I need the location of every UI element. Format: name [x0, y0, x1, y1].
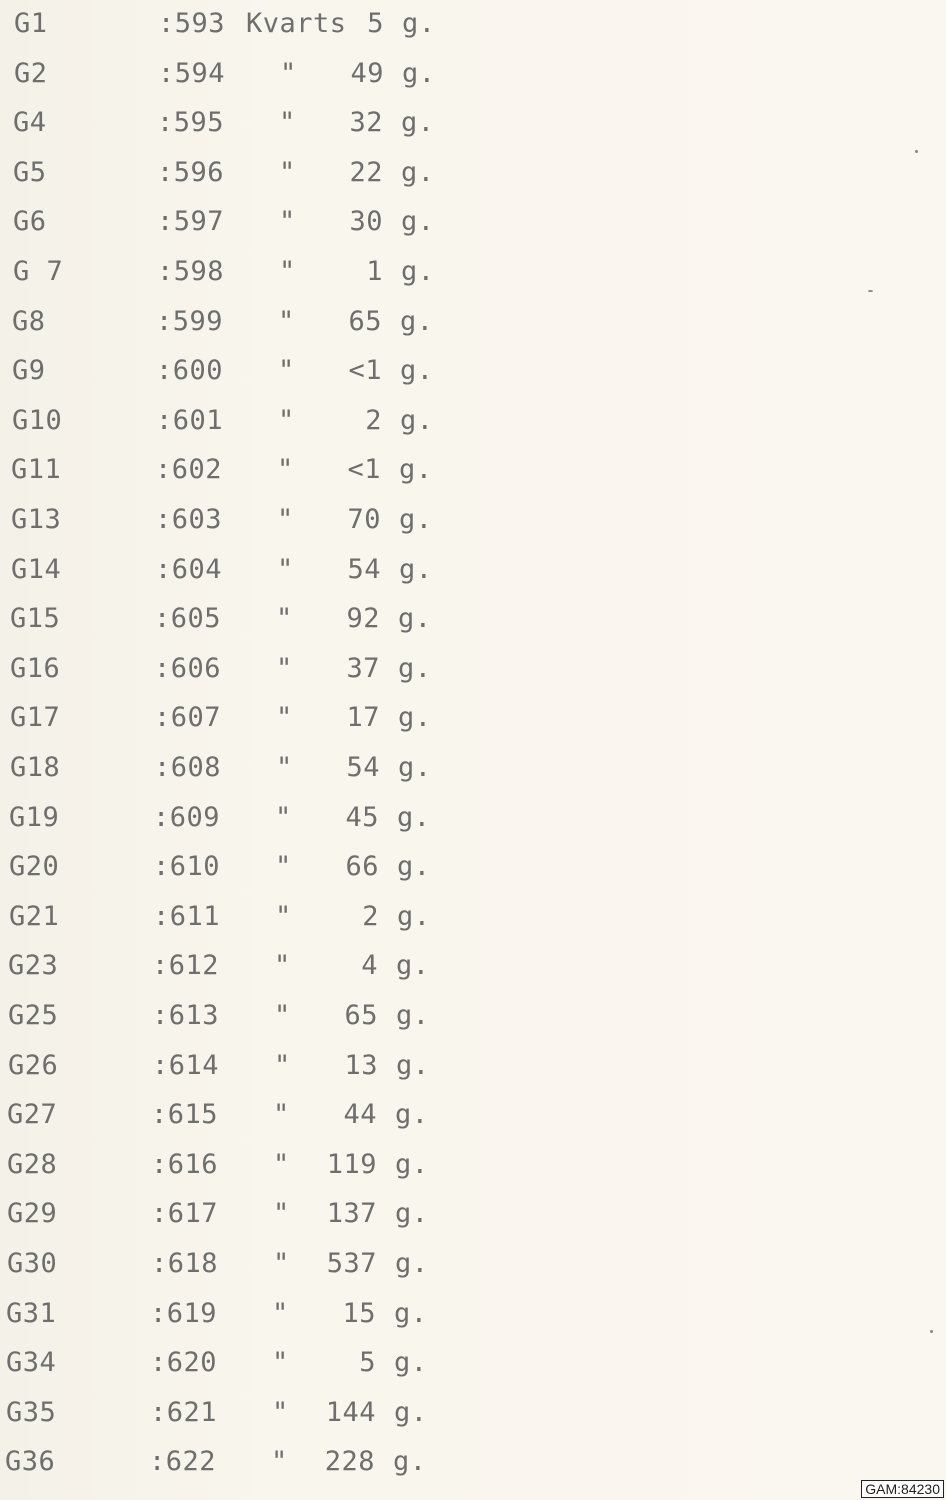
- catalog-number: :615: [151, 1099, 219, 1131]
- list-item: [0, 1145, 453, 1185]
- material-name: ": [271, 1446, 288, 1478]
- list-item: [0, 649, 456, 689]
- material-name: ": [275, 851, 292, 883]
- specimen-code: G31: [6, 1297, 57, 1329]
- weight-unit: g.: [400, 404, 434, 436]
- weight-amount: 144: [325, 1396, 376, 1428]
- weight-unit: g.: [393, 1446, 427, 1478]
- specimen-code: G 7: [13, 256, 64, 287]
- list-item: [0, 897, 455, 937]
- material-name: ": [276, 652, 293, 684]
- catalog-number: :608: [154, 752, 222, 783]
- weight-unit: g.: [402, 8, 436, 39]
- list-item: [0, 748, 456, 788]
- catalog-number: :619: [150, 1297, 218, 1329]
- material-name: ": [278, 404, 295, 436]
- weight-amount: 45: [345, 801, 379, 833]
- material-name: ": [275, 801, 292, 833]
- material-name: ": [274, 950, 291, 982]
- material-name: ": [272, 1396, 289, 1428]
- specimen-code: G25: [8, 1000, 59, 1031]
- weight-amount: 1: [366, 256, 383, 287]
- material-name: ": [276, 603, 293, 635]
- list-item: [0, 698, 456, 738]
- specimen-code: G17: [10, 702, 61, 734]
- paper-speck: [930, 1330, 933, 1333]
- weight-amount: 22: [349, 156, 383, 188]
- weight-amount: 49: [350, 57, 384, 89]
- weight-unit: g.: [399, 504, 433, 535]
- weight-unit: g.: [398, 652, 432, 684]
- weight-amount: 54: [346, 752, 380, 783]
- catalog-number: :614: [152, 1049, 220, 1081]
- list-item: [0, 202, 459, 242]
- material-name: ": [280, 57, 297, 89]
- list-item: [0, 1046, 454, 1086]
- specimen-code: G29: [7, 1198, 58, 1230]
- specimen-code: G8: [12, 305, 46, 337]
- material-name: ": [273, 1248, 290, 1279]
- material-name: ": [274, 1000, 291, 1031]
- material-name: ": [278, 305, 295, 337]
- catalog-number: :617: [151, 1198, 219, 1230]
- weight-amount: 5: [367, 8, 384, 39]
- weight-amount: 119: [326, 1148, 377, 1180]
- material-name: ": [279, 256, 296, 287]
- catalog-number: :618: [151, 1248, 219, 1279]
- catalog-number: :595: [157, 107, 225, 139]
- catalog-number: :610: [153, 851, 221, 883]
- specimen-code: G13: [11, 504, 62, 535]
- weight-amount: 13: [344, 1049, 378, 1081]
- catalog-number: :605: [154, 603, 222, 635]
- catalog-number: :596: [157, 156, 225, 188]
- list-item: [0, 450, 457, 490]
- material-name: ": [275, 900, 292, 932]
- weight-unit: g.: [394, 1347, 428, 1379]
- weight-unit: g.: [395, 1198, 429, 1230]
- material-name: ": [279, 206, 296, 238]
- catalog-number: :622: [149, 1446, 217, 1478]
- specimen-code: G15: [10, 603, 61, 635]
- specimen-code: G5: [13, 156, 47, 188]
- list-item: [0, 1393, 452, 1433]
- weight-amount: <1: [347, 454, 381, 486]
- list-item: [0, 302, 458, 342]
- paper-speck: [868, 290, 873, 292]
- weight-amount: 92: [346, 603, 380, 635]
- weight-unit: g.: [401, 156, 435, 188]
- list-item: [0, 153, 459, 193]
- catalog-number: :599: [156, 305, 224, 337]
- specimen-code: G36: [5, 1446, 56, 1478]
- weight-unit: g.: [401, 107, 435, 139]
- specimen-code: G18: [10, 752, 61, 783]
- weight-amount: 17: [346, 702, 380, 734]
- weight-unit: g.: [402, 57, 436, 89]
- list-item: [0, 550, 457, 590]
- weight-amount: 15: [342, 1297, 376, 1329]
- weight-amount: 54: [347, 553, 381, 585]
- weight-amount: 30: [349, 206, 383, 238]
- weight-amount: 2: [362, 900, 379, 932]
- catalog-number: :620: [150, 1347, 218, 1379]
- material-name: ": [273, 1198, 290, 1230]
- weight-unit: g.: [398, 752, 432, 783]
- weight-unit: g.: [396, 1049, 430, 1081]
- weight-amount: 137: [326, 1198, 377, 1230]
- list-item: [0, 1442, 451, 1482]
- weight-unit: g.: [398, 702, 432, 734]
- list-item: [0, 996, 454, 1036]
- catalog-number: :593: [158, 8, 226, 39]
- specimen-code: G4: [13, 107, 47, 139]
- specimen-code: G34: [6, 1347, 57, 1379]
- specimen-code: G6: [13, 206, 47, 238]
- list-item: [0, 946, 454, 986]
- catalog-number: :612: [152, 950, 220, 982]
- list-item: [0, 500, 457, 540]
- material-name: ": [272, 1347, 289, 1379]
- list-item: [0, 54, 460, 94]
- material-name: ": [277, 454, 294, 486]
- catalog-number: :594: [158, 57, 226, 89]
- material-name: ": [278, 355, 295, 387]
- catalog-number: :606: [154, 652, 222, 684]
- weight-amount: 70: [347, 504, 381, 535]
- catalog-number: :611: [153, 900, 221, 932]
- material-name: ": [274, 1049, 291, 1081]
- material-name: ": [279, 107, 296, 139]
- specimen-code: G28: [7, 1148, 58, 1180]
- catalog-number: :597: [157, 206, 225, 238]
- weight-unit: g.: [398, 603, 432, 635]
- specimen-code: G9: [12, 355, 46, 387]
- list-item: [0, 599, 456, 639]
- specimen-code: G26: [8, 1049, 59, 1081]
- weight-amount: 5: [359, 1347, 376, 1379]
- weight-amount: 228: [324, 1446, 375, 1478]
- weight-unit: g.: [399, 454, 433, 486]
- material-name: ": [272, 1297, 289, 1329]
- catalog-number: :604: [155, 553, 223, 585]
- specimen-code: G14: [11, 553, 62, 585]
- weight-unit: g.: [394, 1396, 428, 1428]
- specimen-code: G20: [9, 851, 60, 883]
- material-name: ": [279, 156, 296, 188]
- list-item: [0, 1294, 452, 1334]
- catalog-number: :598: [157, 256, 225, 287]
- weight-unit: g.: [400, 305, 434, 337]
- list-item: [0, 847, 455, 887]
- weight-unit: g.: [399, 553, 433, 585]
- weight-amount: 32: [349, 107, 383, 139]
- weight-unit: g.: [397, 900, 431, 932]
- specimen-code: G2: [14, 57, 48, 89]
- specimen-code: G30: [7, 1248, 58, 1279]
- specimen-code: G23: [8, 950, 59, 982]
- weight-unit: g.: [401, 256, 435, 287]
- catalog-number: :601: [156, 404, 224, 436]
- weight-amount: 37: [346, 652, 380, 684]
- catalog-number: :616: [151, 1148, 219, 1180]
- material-name: ": [277, 553, 294, 585]
- list-item: [0, 103, 459, 143]
- specimen-code: G10: [12, 404, 63, 436]
- list-item: [0, 4, 460, 44]
- list-item: [0, 1095, 453, 1135]
- catalog-number: :603: [155, 504, 223, 535]
- weight-unit: g.: [397, 801, 431, 833]
- specimen-code: G35: [6, 1396, 57, 1428]
- weight-amount: 2: [365, 404, 382, 436]
- list-item: [0, 798, 455, 838]
- weight-unit: g.: [397, 851, 431, 883]
- catalog-number: :607: [154, 702, 222, 734]
- catalog-number: :600: [156, 355, 224, 387]
- weight-amount: 66: [345, 851, 379, 883]
- material-name: ": [276, 752, 293, 783]
- weight-amount: 44: [343, 1099, 377, 1131]
- list-item: [0, 401, 458, 441]
- list-item: [0, 1194, 453, 1234]
- catalog-number: :621: [150, 1396, 218, 1428]
- weight-unit: g.: [400, 355, 434, 387]
- list-item: [0, 351, 458, 391]
- weight-amount: 4: [361, 950, 378, 982]
- list-item: [0, 1244, 453, 1284]
- specimen-code: G16: [10, 652, 61, 684]
- specimen-code: G1: [14, 8, 48, 39]
- weight-amount: 65: [348, 305, 382, 337]
- material-name: ": [273, 1099, 290, 1131]
- catalog-number: :602: [155, 454, 223, 486]
- list-item: [0, 252, 459, 292]
- weight-unit: g.: [395, 1248, 429, 1279]
- catalog-number: :613: [152, 1000, 220, 1031]
- catalog-number: :609: [153, 801, 221, 833]
- specimen-code: G11: [11, 454, 62, 486]
- weight-unit: g.: [401, 206, 435, 238]
- specimen-code: G21: [9, 900, 60, 932]
- weight-unit: g.: [396, 1000, 430, 1031]
- weight-amount: 537: [326, 1248, 377, 1279]
- weight-unit: g.: [394, 1297, 428, 1329]
- weight-amount: <1: [348, 355, 382, 387]
- weight-unit: g.: [395, 1099, 429, 1131]
- material-name: Kvarts: [246, 8, 347, 39]
- material-name: ": [273, 1148, 290, 1180]
- material-name: ": [277, 504, 294, 535]
- catalog-stamp: GAM:84230: [861, 1480, 944, 1498]
- weight-unit: g.: [396, 950, 430, 982]
- weight-unit: g.: [395, 1148, 429, 1180]
- weight-amount: 65: [344, 1000, 378, 1031]
- paper-speck: [915, 150, 918, 153]
- specimen-code: G27: [7, 1099, 58, 1131]
- specimen-code: G19: [9, 801, 60, 833]
- list-item: [0, 1343, 452, 1383]
- material-name: ": [276, 702, 293, 734]
